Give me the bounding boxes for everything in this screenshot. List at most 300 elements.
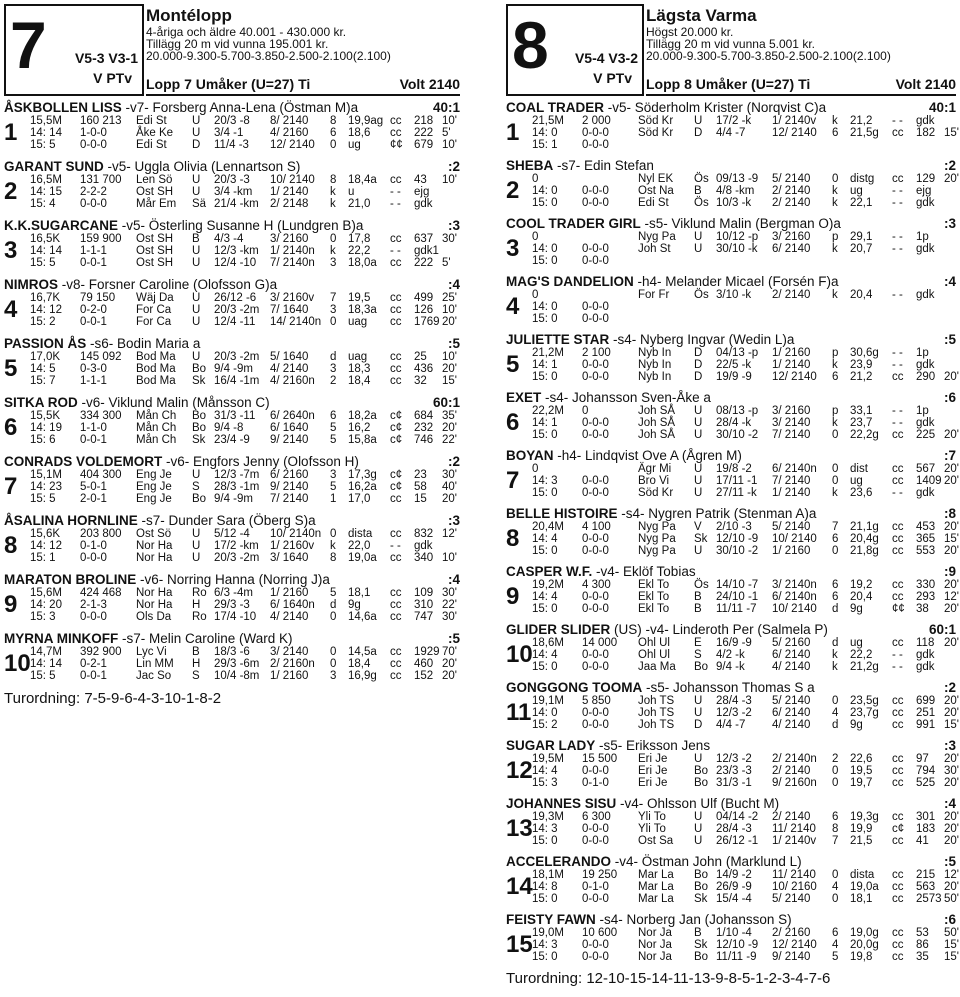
stat-cell: Bo bbox=[192, 410, 207, 422]
stat-cell: Ro bbox=[192, 611, 207, 623]
stat-cell: 20/3 -2m bbox=[214, 304, 260, 316]
stat-cell: 11/4 -3 bbox=[214, 139, 249, 151]
stat-cell: U bbox=[192, 316, 201, 328]
stat-cell: c¢ bbox=[390, 422, 403, 434]
horse-entry bbox=[506, 796, 959, 847]
turordning: Turordning: 7-5-9-6-4-3-10-1-8-2 bbox=[4, 690, 222, 707]
stat-cell: 29/3 -3 bbox=[214, 599, 250, 611]
stat-cell: 0 bbox=[330, 528, 337, 540]
stat-cell: 0-0-0 bbox=[582, 185, 609, 197]
horse-stats bbox=[30, 174, 460, 210]
stat-cell: Bo bbox=[694, 777, 709, 789]
stat-cell: 16,5K bbox=[30, 233, 61, 245]
stat-cell: 4 bbox=[832, 707, 839, 719]
stat-cell: 991 bbox=[916, 719, 936, 731]
stat-cell: U bbox=[192, 245, 201, 257]
stat-cell: Nor Ha bbox=[136, 587, 173, 599]
stat-cell: 747 bbox=[414, 611, 434, 623]
stat-cell: 22,2M bbox=[532, 405, 564, 417]
stat-cell: B bbox=[694, 927, 702, 939]
horse-stats bbox=[30, 469, 460, 505]
stat-cell: 19,2M bbox=[532, 579, 564, 591]
stat-cell: Sk bbox=[694, 893, 708, 905]
stat-cell: 40' bbox=[442, 481, 457, 493]
horse-driver-info: -v4- Eklöf Tobias bbox=[596, 564, 696, 579]
horse-number: 9 bbox=[506, 583, 520, 610]
horse-title-line bbox=[506, 564, 956, 579]
stat-cell: 16,5M bbox=[30, 174, 62, 186]
stat-cell: 15: 0 bbox=[532, 313, 558, 325]
stat-cell: H bbox=[192, 658, 201, 670]
stat-cell: 15: 0 bbox=[532, 661, 558, 673]
stat-cell: Nor Ja bbox=[638, 939, 672, 951]
stat-cell: 8 bbox=[330, 174, 337, 186]
stat-cell: 14 000 bbox=[582, 637, 618, 649]
stat-cell: U bbox=[694, 231, 703, 243]
race-condition: 4-åriga och äldre 40.001 - 430.000 kr. bbox=[146, 25, 347, 39]
stat-row bbox=[532, 881, 959, 893]
stat-cell: 23,5g bbox=[850, 695, 879, 707]
stat-cell: k bbox=[832, 243, 838, 255]
stat-cell: 9/ 2140 bbox=[772, 951, 811, 963]
stat-cell: 21,2 bbox=[850, 115, 873, 127]
stat-cell: dist bbox=[850, 463, 868, 475]
horse-odds: :3 bbox=[447, 513, 460, 528]
stat-cell: 0 bbox=[832, 173, 839, 185]
stat-cell: ug bbox=[850, 475, 863, 487]
stat-cell: 1-1-1 bbox=[80, 245, 107, 257]
stat-cell: Joh St bbox=[638, 243, 671, 255]
stat-cell: Mån Ch bbox=[136, 422, 177, 434]
stat-cell: 30/10 -2 bbox=[716, 545, 759, 557]
stat-cell: 15,6K bbox=[30, 528, 61, 540]
stat-cell: 21,2g bbox=[850, 661, 879, 673]
horse-entry bbox=[4, 572, 460, 623]
stat-cell: d bbox=[330, 599, 337, 611]
stat-cell: Jaa Ma bbox=[638, 661, 676, 673]
stat-cell: 10' bbox=[442, 174, 457, 186]
horse-number: 5 bbox=[4, 355, 18, 382]
stat-row bbox=[532, 869, 959, 881]
stat-cell: Mån Ch bbox=[136, 410, 177, 422]
stat-cell: D bbox=[694, 719, 703, 731]
stat-cell: 14: 19 bbox=[30, 422, 62, 434]
stat-cell: cc bbox=[892, 463, 904, 475]
stat-row bbox=[30, 540, 460, 552]
horse-driver-info: -v5- Söderholm Krister (Norqvist C)a bbox=[607, 100, 827, 115]
horse-number: 4 bbox=[4, 296, 18, 323]
horse-name: BOYAN bbox=[506, 448, 554, 463]
stat-cell: Bo bbox=[192, 422, 207, 434]
stat-cell: Mar La bbox=[638, 893, 674, 905]
stat-cell: 6 bbox=[832, 371, 839, 383]
stat-cell: 0-0-0 bbox=[582, 197, 609, 209]
stat-row bbox=[532, 521, 959, 533]
stat-cell: k bbox=[832, 115, 838, 127]
stat-cell: Ös bbox=[694, 197, 709, 209]
horse-list bbox=[506, 100, 959, 963]
volt-distance: Volt 2140 bbox=[399, 76, 460, 92]
stat-cell: Ost SH bbox=[136, 257, 174, 269]
stat-cell: 129 bbox=[916, 173, 936, 185]
race-name: Lägsta Varma bbox=[646, 6, 757, 25]
horse-odds: 60:1 bbox=[928, 622, 956, 637]
stat-cell: 15: 0 bbox=[532, 429, 558, 441]
stat-cell: 2/ 2148 bbox=[270, 198, 309, 210]
stat-cell: k bbox=[330, 540, 336, 552]
stat-cell: 0-0-0 bbox=[582, 661, 609, 673]
stat-row bbox=[30, 434, 460, 446]
lopp-title: Lopp 8 Umåker (U=27) Ti bbox=[646, 76, 811, 92]
stat-cell: 8 bbox=[330, 115, 337, 127]
stat-cell: 19/8 -2 bbox=[716, 463, 752, 475]
stat-cell: U bbox=[192, 540, 201, 552]
horse-entry bbox=[4, 218, 460, 269]
stat-cell: 553 bbox=[916, 545, 936, 557]
stat-cell: 12/3 -2 bbox=[716, 753, 752, 765]
stat-cell: 14: 4 bbox=[532, 765, 558, 777]
stat-cell: 12/ 2140 bbox=[772, 939, 817, 951]
stat-cell: 16,2 bbox=[348, 422, 371, 434]
stat-cell: k bbox=[832, 197, 838, 209]
stat-cell: 19,3M bbox=[532, 811, 564, 823]
stat-cell: k bbox=[832, 661, 838, 673]
stat-row bbox=[532, 173, 959, 185]
stat-cell: 3 bbox=[330, 304, 337, 316]
stat-cell: 3/10 -k bbox=[716, 289, 752, 301]
stat-cell: Ekl To bbox=[638, 591, 670, 603]
stat-cell: 30' bbox=[442, 233, 457, 245]
stat-cell: c¢ bbox=[390, 469, 403, 481]
stat-cell: 7 bbox=[832, 521, 839, 533]
stat-cell: 28/3 -1m bbox=[214, 481, 260, 493]
stat-cell: 14: 0 bbox=[532, 301, 558, 313]
race-header bbox=[506, 0, 956, 100]
stat-row bbox=[30, 469, 460, 481]
stat-cell: cc bbox=[892, 753, 904, 765]
horse-title-line bbox=[506, 912, 956, 927]
stat-cell: 5/ 2140 bbox=[772, 173, 811, 185]
stat-cell: 0-0-0 bbox=[582, 139, 609, 151]
stat-cell: Ekl To bbox=[638, 603, 670, 615]
stat-cell: 4/ 2140 bbox=[270, 611, 309, 623]
stat-cell: 30' bbox=[442, 611, 457, 623]
horse-stats bbox=[30, 528, 460, 564]
stat-cell: 0-0-0 bbox=[582, 533, 609, 545]
stat-cell: 14: 4 bbox=[532, 533, 558, 545]
stat-cell: 0-0-0 bbox=[582, 313, 609, 325]
stat-cell: U bbox=[694, 753, 703, 765]
horse-title-line bbox=[506, 158, 956, 173]
stat-cell: 2 000 bbox=[582, 115, 611, 127]
horse-number: 1 bbox=[506, 119, 520, 146]
stat-cell: 23,6 bbox=[850, 487, 873, 499]
stat-cell: d bbox=[832, 637, 839, 649]
stat-cell: 20' bbox=[944, 463, 959, 475]
stat-cell: 0 bbox=[330, 646, 337, 658]
horse-entry bbox=[506, 274, 956, 325]
stat-cell: Mån Ch bbox=[136, 434, 177, 446]
horse-driver-info: -v4- Östman John (Marklund L) bbox=[614, 854, 802, 869]
stat-cell: d bbox=[832, 603, 839, 615]
stat-cell: 15: 0 bbox=[532, 835, 558, 847]
stat-cell: 3/ 2160v bbox=[270, 292, 315, 304]
stat-cell: 17,3g bbox=[348, 469, 377, 481]
stat-cell: cc bbox=[390, 658, 402, 670]
stat-cell: c¢ bbox=[390, 481, 403, 493]
horse-driver-info: -v7- Forsberg Anna-Lena (Östman M)a bbox=[125, 100, 359, 115]
stat-cell: U bbox=[694, 115, 703, 127]
stat-cell: 0 bbox=[532, 463, 539, 475]
stat-row bbox=[532, 115, 956, 127]
stat-cell: 1409 bbox=[916, 475, 942, 487]
stat-cell: cc bbox=[892, 939, 904, 951]
stat-cell: cc bbox=[892, 173, 904, 185]
stat-cell: 2/ 2140 bbox=[772, 289, 811, 301]
horse-entry bbox=[4, 336, 460, 387]
stat-cell: For Ca bbox=[136, 304, 172, 316]
stat-cell: 6/ 2140n bbox=[772, 591, 817, 603]
horse-name: MAG'S DANDELION bbox=[506, 274, 634, 289]
stat-cell: 30,6g bbox=[850, 347, 879, 359]
stat-cell: cc bbox=[892, 835, 904, 847]
stat-row bbox=[532, 649, 956, 661]
stat-cell: 18,6M bbox=[532, 637, 564, 649]
stat-cell: 18,2a bbox=[348, 410, 377, 422]
stat-cell: 0-0-0 bbox=[582, 487, 609, 499]
stat-cell: Sk bbox=[192, 375, 206, 387]
stat-cell: 14: 4 bbox=[532, 591, 558, 603]
stat-cell: Eri Je bbox=[638, 777, 668, 789]
stat-cell: 14: 5 bbox=[30, 363, 56, 375]
horse-name: MARATON BROLINE bbox=[4, 572, 137, 587]
stat-cell: 14: 1 bbox=[532, 359, 558, 371]
horse-number: 5 bbox=[506, 351, 520, 378]
stat-cell: 22,0 bbox=[348, 540, 371, 552]
stat-cell: 14: 14 bbox=[30, 245, 62, 257]
stat-cell: 12/ 2140 bbox=[772, 127, 817, 139]
stat-cell: 28/4 -k bbox=[716, 417, 752, 429]
stat-cell: Jac So bbox=[136, 670, 172, 682]
stat-cell: Eng Je bbox=[136, 493, 172, 505]
stat-cell: 9/4 -9m bbox=[214, 493, 253, 505]
stat-cell: 11/11 -7 bbox=[716, 603, 757, 615]
horse-odds: :2 bbox=[943, 158, 956, 173]
stat-cell: ug bbox=[348, 139, 361, 151]
horse-entry bbox=[4, 159, 460, 210]
stat-cell: Joh TS bbox=[638, 695, 675, 707]
horse-title-line bbox=[4, 159, 460, 174]
stat-cell: k bbox=[832, 289, 838, 301]
stat-cell: 19,3g bbox=[850, 811, 879, 823]
stat-cell: ug bbox=[850, 637, 863, 649]
stat-row bbox=[532, 579, 959, 591]
horse-entry bbox=[4, 395, 460, 446]
stat-cell: 08/13 -p bbox=[716, 405, 759, 417]
stat-cell: 35' bbox=[442, 410, 457, 422]
stat-cell: 15: 2 bbox=[30, 316, 56, 328]
horse-name: NIMROS bbox=[4, 277, 58, 292]
stat-cell: 0-0-1 bbox=[80, 257, 107, 269]
stat-cell: 0-0-0 bbox=[582, 127, 609, 139]
horse-name: CONRADS VOLDEMORT bbox=[4, 454, 163, 469]
stat-cell: - - bbox=[390, 186, 401, 198]
stat-cell: 1/ 2140n bbox=[270, 245, 315, 257]
stat-cell: 0-0-0 bbox=[582, 649, 609, 661]
stat-cell: 0-0-1 bbox=[80, 434, 107, 446]
horse-title-line bbox=[4, 513, 460, 528]
horse-name: COOL TRADER GIRL bbox=[506, 216, 641, 231]
stat-cell: ¢¢ bbox=[892, 603, 905, 615]
stat-cell: 6 bbox=[832, 811, 839, 823]
stat-cell: 12' bbox=[944, 591, 959, 603]
stat-cell: 10' bbox=[442, 552, 457, 564]
stat-cell: U bbox=[192, 186, 201, 198]
horse-entry bbox=[4, 513, 460, 564]
stat-cell: 567 bbox=[916, 463, 936, 475]
race-condition: Högst 20.000 kr. bbox=[646, 25, 734, 39]
stat-row bbox=[30, 658, 460, 670]
stat-cell: 5 bbox=[330, 422, 337, 434]
stat-row bbox=[532, 533, 959, 545]
stat-row bbox=[30, 410, 460, 422]
stat-cell: 20,7 bbox=[850, 243, 873, 255]
stat-cell: For Fr bbox=[638, 289, 670, 301]
stat-cell: cc bbox=[390, 670, 402, 682]
stat-cell: U bbox=[192, 304, 201, 316]
stat-row bbox=[30, 670, 460, 682]
stat-cell: 2/10 -3 bbox=[716, 521, 752, 533]
stat-cell: Mar La bbox=[638, 881, 674, 893]
stat-cell: 19,1M bbox=[532, 695, 564, 707]
stat-cell: E bbox=[694, 637, 702, 649]
stat-cell: 21,2 bbox=[850, 371, 873, 383]
stat-cell: U bbox=[694, 811, 703, 823]
stat-cell: - - bbox=[892, 661, 903, 673]
stat-cell: 20/3 -8 bbox=[214, 115, 250, 127]
stat-cell: gdk bbox=[916, 359, 935, 371]
stat-cell: ¢¢ bbox=[390, 139, 403, 151]
stat-cell: 1p bbox=[916, 231, 929, 243]
horse-stats bbox=[532, 115, 959, 151]
horse-title-line bbox=[506, 100, 956, 115]
stat-cell: cc bbox=[892, 765, 904, 777]
stat-cell: k bbox=[832, 487, 838, 499]
stat-row bbox=[30, 587, 460, 599]
horse-number: 6 bbox=[506, 409, 520, 436]
stat-cell: 0-0-0 bbox=[582, 255, 609, 267]
horse-entry bbox=[506, 332, 959, 383]
stat-cell: dista bbox=[348, 528, 373, 540]
stat-cell: 15: 0 bbox=[532, 603, 558, 615]
stat-cell: 232 bbox=[414, 422, 434, 434]
stat-cell: gdk bbox=[916, 243, 935, 255]
stat-cell: 18,3a bbox=[348, 304, 377, 316]
stat-cell: 23/4 -9 bbox=[214, 434, 250, 446]
stat-cell: 16/9 -9 bbox=[716, 637, 752, 649]
stat-cell: cc bbox=[892, 579, 904, 591]
stat-cell: 404 300 bbox=[80, 469, 122, 481]
stat-cell: 20' bbox=[442, 363, 457, 375]
stat-cell: 4/8 -km bbox=[716, 185, 755, 197]
horse-title-line bbox=[506, 216, 956, 231]
stat-cell: 5 850 bbox=[582, 695, 611, 707]
stat-cell: cc bbox=[390, 599, 402, 611]
stat-cell: Sk bbox=[694, 939, 708, 951]
horse-number: 1 bbox=[4, 119, 18, 146]
stat-cell: 6 bbox=[330, 127, 337, 139]
stat-cell: 18/3 -6 bbox=[214, 646, 250, 658]
stat-cell: 15' bbox=[944, 533, 959, 545]
stat-row bbox=[30, 316, 460, 328]
stat-row bbox=[30, 127, 460, 139]
stat-cell: Ös bbox=[694, 579, 709, 591]
stat-cell: 19,0g bbox=[850, 927, 879, 939]
stat-cell: 20' bbox=[944, 545, 959, 557]
stat-cell: k bbox=[832, 417, 838, 429]
stat-cell: 15: 1 bbox=[532, 139, 558, 151]
stat-cell: 4/4 -7 bbox=[716, 127, 746, 139]
stat-cell: 14: 3 bbox=[532, 475, 558, 487]
stat-cell: 4/ 2140 bbox=[772, 719, 811, 731]
stat-cell: 0-0-0 bbox=[582, 591, 609, 603]
stat-cell: 160 213 bbox=[80, 115, 122, 127]
stat-cell: 7 bbox=[832, 835, 839, 847]
stat-cell: 7/ 2140 bbox=[772, 429, 811, 441]
stat-row bbox=[532, 429, 959, 441]
stat-cell: 746 bbox=[414, 434, 434, 446]
horse-title-line bbox=[4, 395, 460, 410]
horse-odds: :9 bbox=[943, 564, 956, 579]
stat-cell: 20/3 -2m bbox=[214, 351, 260, 363]
stat-row bbox=[532, 637, 959, 649]
horse-number: 6 bbox=[4, 414, 18, 441]
horse-entry bbox=[506, 506, 959, 557]
stat-cell: 26/12 -1 bbox=[716, 835, 759, 847]
horse-number: 3 bbox=[506, 235, 520, 262]
stat-row bbox=[532, 661, 956, 673]
stat-cell: 17/4 -10 bbox=[214, 611, 257, 623]
horse-driver-info: -s5- Johansson Thomas S a bbox=[646, 680, 815, 695]
stat-cell: 0-0-0 bbox=[582, 371, 609, 383]
stat-cell: 14/9 -2 bbox=[716, 869, 752, 881]
stat-cell: 0 bbox=[832, 429, 839, 441]
horse-entry bbox=[506, 622, 959, 673]
stat-cell: 17,8 bbox=[348, 233, 371, 245]
stat-cell: gdk bbox=[916, 649, 935, 661]
stat-cell: 18,4 bbox=[348, 658, 371, 670]
stat-cell: 4/2 -k bbox=[716, 649, 745, 661]
stat-cell: Mår Em bbox=[136, 198, 177, 210]
stat-row bbox=[532, 951, 959, 963]
stat-cell: For Ca bbox=[136, 316, 172, 328]
stat-cell: Bod Ma bbox=[136, 351, 176, 363]
horse-stats bbox=[30, 115, 460, 151]
horse-name: ÅSALINA HORNLINE bbox=[4, 513, 138, 528]
stat-cell: gdk bbox=[916, 115, 935, 127]
stat-cell: k bbox=[330, 186, 336, 198]
stat-cell: 15: 4 bbox=[30, 198, 56, 210]
horse-name: JOHANNES SISU bbox=[506, 796, 617, 811]
stat-cell: B bbox=[694, 185, 702, 197]
stat-cell: - - bbox=[892, 185, 903, 197]
stat-cell: 16,7K bbox=[30, 292, 61, 304]
stat-cell: 15: 5 bbox=[30, 670, 56, 682]
stat-cell: U bbox=[192, 174, 201, 186]
stat-cell: 20' bbox=[944, 835, 959, 847]
horse-odds: :7 bbox=[943, 448, 956, 463]
stat-cell: 32 bbox=[414, 375, 427, 387]
